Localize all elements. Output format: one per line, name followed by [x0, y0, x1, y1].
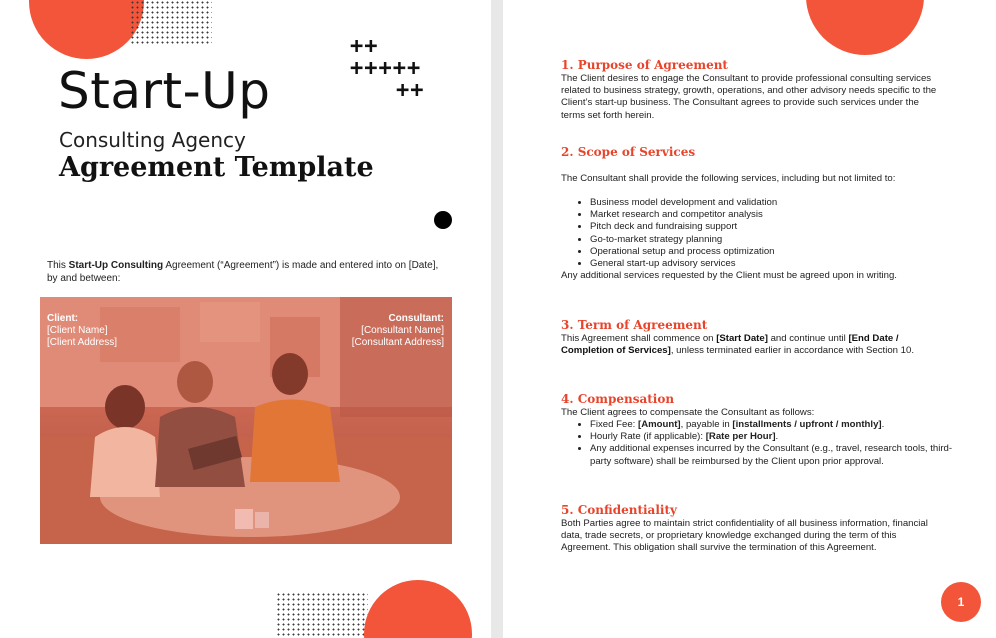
section-2-outro: Any additional services requested by the Client must be agreed upon in writing.: [561, 270, 897, 281]
consultant-label: Consultant:: [388, 313, 444, 324]
plus-pattern-row-2: +++++: [350, 56, 422, 81]
plus-pattern-row-1: ++: [350, 34, 379, 59]
cover-heading: Agreement Template: [59, 152, 374, 183]
agreement-page: [503, 0, 996, 638]
section-4-intro: The Client agrees to compensate the Consultant as follows:: [561, 407, 815, 418]
list-item: • Operational setup and process optimization: [590, 246, 972, 258]
client-label: Client:: [47, 313, 79, 324]
list-item: • General start-up advisory services: [590, 258, 972, 270]
bottom-right-circle-decoration: [364, 580, 472, 638]
list-item: • Business model development and validation: [590, 197, 972, 209]
list-item: • Pitch deck and fundraising support: [590, 221, 972, 233]
list-item: • Fixed Fee: [Amount], payable in [installments / upfront / monthly].: [590, 419, 972, 431]
consultant-block: [352, 313, 444, 349]
list-item: • Market research and competitor analysis: [590, 209, 972, 221]
client-block: [47, 313, 117, 349]
cover-title: Start-Up: [58, 62, 271, 120]
client-name: [Client Name]: [47, 325, 108, 336]
list-item: • Go-to-market strategy planning: [590, 234, 972, 246]
page-number-badge: 1: [941, 582, 981, 622]
list-item: • Any additional expenses incurred by the Consultant (e.g., travel, research tools, third-party software) shall be reimbursed by the Client upon prior approval.: [590, 443, 972, 467]
black-dot-decoration: [434, 211, 452, 229]
section-1-heading: 1. Purpose of Agreement: [561, 58, 728, 72]
compensation-list: [561, 419, 972, 468]
team-meeting-photo: [40, 297, 452, 544]
intro-paragraph: This Start-Up Consulting Agreement (“Agreement”) is made and entered into on [Date], by and between:: [47, 260, 439, 284]
section-4-heading: 4. Compensation: [561, 392, 675, 406]
section-2-intro: The Consultant shall provide the following services, including but not limited to:: [561, 173, 896, 184]
client-address: [Client Address]: [47, 337, 118, 348]
dot-pattern-decoration: [130, 0, 212, 46]
consultant-name: [Consultant Name]: [361, 325, 444, 336]
cover-page: [0, 0, 491, 638]
dot-pattern-decoration: [276, 592, 368, 638]
section-3-text: This Agreement shall commence on [Start Date] and continue until [End Date / Completion of Services], unless terminated earlier in accordance with Section 10.: [561, 333, 914, 357]
consultant-address: [Consultant Address]: [351, 337, 444, 348]
section-2-heading: 2. Scope of Services: [561, 145, 696, 159]
section-5-text: Both Parties agree to maintain strict confidentiality of all business information, financial data, trade secrets, or proprietary knowledge exchanged during the term of this Agreement. This obligation shall survive the termination of this Agreement.: [561, 518, 928, 554]
list-item: • Hourly Rate (if applicable): [Rate per Hour].: [590, 431, 972, 443]
cover-subtitle: Consulting Agency: [59, 128, 246, 152]
section-1-text: The Client desires to engage the Consultant to provide professional consulting services related to business strategy, growth, operations, and other advisory needs specific to the Client’s start-up business. The Consultant agrees to provide such services under the terms set forth herein.: [561, 73, 937, 121]
top-left-circle-decoration: [29, 0, 144, 59]
services-list: [561, 197, 972, 270]
section-5-heading: 5. Confidentiality: [561, 503, 677, 517]
top-circle-decoration: [806, 0, 924, 55]
plus-pattern-row-3: ++: [396, 78, 425, 103]
section-3-heading: 3. Term of Agreement: [561, 318, 708, 332]
